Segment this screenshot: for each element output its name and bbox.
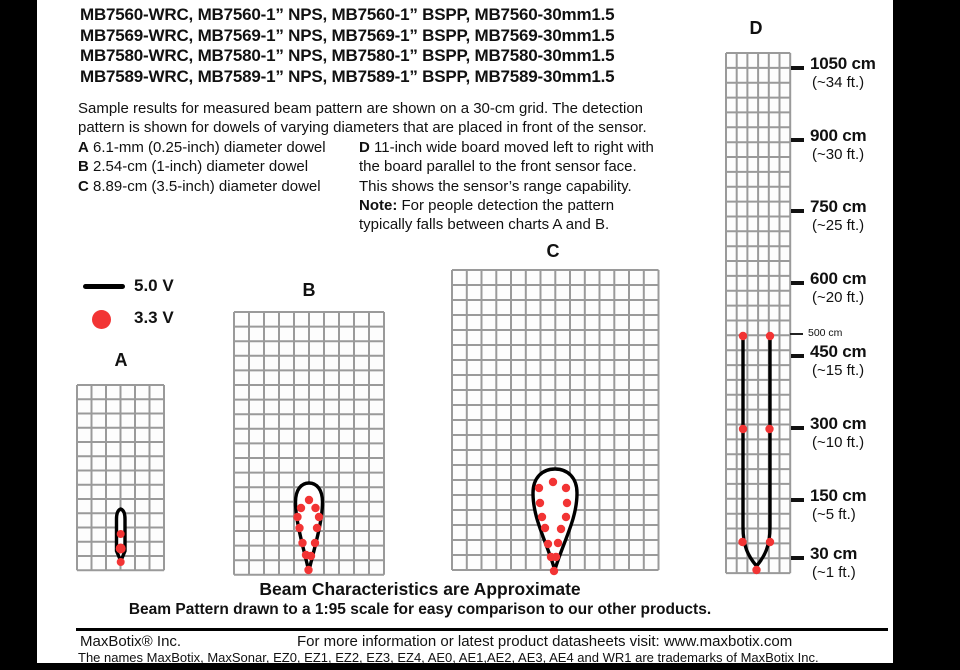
chart-d-label: D — [749, 18, 763, 38]
axis-tick-dash-5 — [791, 426, 804, 430]
axis-tick-label-6: 150 cm — [810, 486, 867, 505]
dowel-item-0: A 6.1-mm (0.25-inch) diameter dowel — [78, 139, 326, 156]
axis-tick-label-2: 750 cm — [810, 197, 867, 216]
axis-tick-dash-6 — [791, 498, 804, 502]
axis-minor-tick-dash — [790, 333, 803, 335]
axis-tick-sublabel-0: (~34 ft.) — [812, 74, 865, 91]
axis-tick-sublabel-3: (~20 ft.) — [812, 289, 865, 306]
axis-tick-sublabel-1: (~30 ft.) — [812, 146, 865, 163]
axis-tick-label-3: 600 cm — [810, 269, 867, 288]
intro-line-0: Sample results for measured beam pattern are shown on a 30-cm grid. The detection — [78, 100, 644, 117]
dowel-legend-list — [78, 138, 326, 196]
dowel-item-1: B 2.54-cm (1-inch) diameter dowel — [78, 158, 309, 176]
intro-paragraph — [78, 100, 647, 138]
title-line-2: MB7580-WRC, MB7580-1” NPS, MB7580-1” BSPP, MB7580-30mm1.5 — [80, 46, 615, 66]
axis-tick-dash-3 — [791, 281, 804, 285]
axis-tick-sublabel-2: (~25 ft.) — [812, 217, 865, 234]
axis-tick-sublabel-6: (~5 ft.) — [812, 506, 856, 523]
board-note-line-2: This shows the sensor’s range capability. — [359, 177, 632, 195]
axis-tick-label-5: 300 cm — [810, 414, 867, 433]
chart-c-label: C — [546, 241, 560, 261]
axis-tick-label-1: 900 cm — [810, 126, 867, 145]
axis-tick-dash-2 — [791, 209, 804, 213]
footer-visit-text: For more information or latest product datasheets visit: www.maxbotix.com — [297, 633, 793, 650]
title-line-0: MB7560-WRC, MB7560-1” NPS, MB7560-1” BSPP, MB7560-30mm1.5 — [80, 5, 615, 24]
footer-trademark-text: The names MaxBotix, MaxSonar, EZ0, EZ1, EZ2, EZ3, EZ4, AE0, AE1,AE2, AE3, AE4 and WR1 are trademarks of MaxBotix Inc. — [78, 650, 819, 665]
footer-separator — [76, 628, 888, 631]
title-line-1: MB7569-WRC, MB7569-1” NPS, MB7569-1” BSPP, MB7569-30mm1.5 — [80, 25, 615, 45]
beam-scale-caption: Beam Pattern drawn to a 1:95 scale for easy comparison to our other products. — [128, 601, 712, 618]
axis-tick-label-7: 30 cm — [810, 544, 858, 563]
footer-company: MaxBotix® Inc. — [80, 633, 182, 650]
axis-minor-tick-label: 500 cm — [808, 327, 843, 339]
axis-tick-dash-0 — [791, 66, 804, 70]
axis-tick-sublabel-4: (~15 ft.) — [812, 362, 865, 379]
axis-tick-label-0: 1050 cm — [810, 54, 876, 73]
axis-tick-dash-4 — [791, 354, 804, 358]
board-note-line-3: Note: For people detection the pattern — [359, 196, 615, 214]
intro-line-1: pattern is shown for dowels of varying diameters that are placed in front of the sensor. — [78, 118, 647, 136]
product-title-block — [80, 5, 614, 87]
axis-tick-sublabel-7: (~1 ft.) — [812, 564, 856, 581]
legend-33v-label: 3.3 V — [134, 308, 174, 327]
axis-tick-label-4: 450 cm — [810, 342, 867, 361]
chart-a-label: A — [114, 350, 128, 370]
legend-5v-line-swatch — [83, 284, 125, 289]
title-line-3: MB7589-WRC, MB7589-1” NPS, MB7589-1” BSPP, MB7589-30mm1.5 — [80, 66, 615, 86]
beam-characteristics-caption: Beam Characteristics are Approximate — [259, 579, 581, 599]
board-note-line-4: typically falls between charts A and B. — [359, 216, 610, 234]
axis-tick-dash-1 — [791, 138, 804, 142]
axis-tick-sublabel-5: (~10 ft.) — [812, 434, 865, 451]
chart-b-label: B — [302, 280, 316, 300]
legend-5v-label: 5.0 V — [134, 276, 174, 295]
dowel-item-2: C 8.89-cm (3.5-inch) diameter dowel — [78, 177, 321, 195]
axis-tick-dash-7 — [791, 556, 804, 560]
legend-33v-dot-swatch — [92, 310, 111, 329]
board-test-note — [359, 138, 654, 234]
board-note-line-1: the board parallel to the front sensor face. — [359, 158, 637, 176]
board-note-line-0: D 11-inch wide board moved left to right with — [359, 139, 654, 156]
